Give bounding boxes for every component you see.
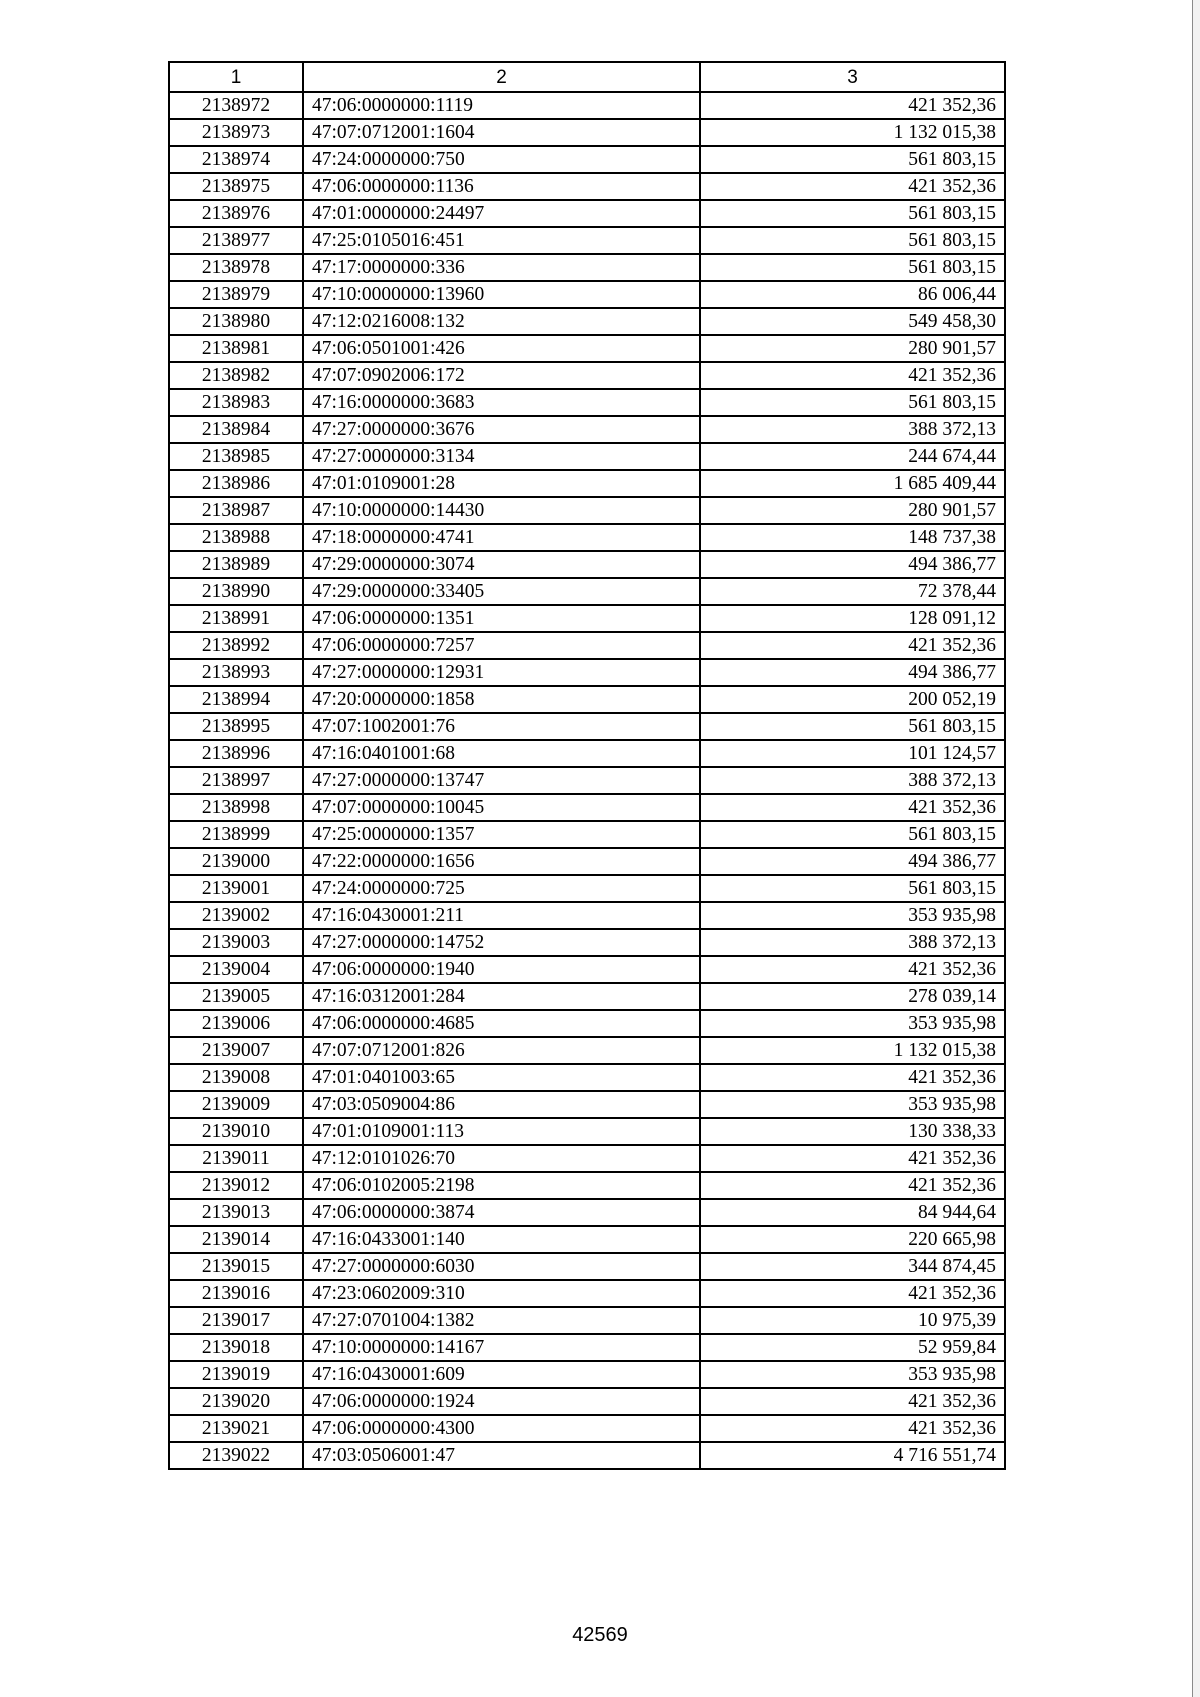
cell-id: 2139000 bbox=[169, 848, 303, 875]
table-row bbox=[169, 362, 1005, 389]
table-row bbox=[169, 1361, 1005, 1388]
cell-id: 2139002 bbox=[169, 902, 303, 929]
cell-id: 2139009 bbox=[169, 1091, 303, 1118]
cell-cadastral-number: 47:25:0000000:1357 bbox=[303, 821, 700, 848]
table-row bbox=[169, 1442, 1005, 1469]
cell-cadastral-number: 47:07:0712001:826 bbox=[303, 1037, 700, 1064]
cell-value: 353 935,98 bbox=[700, 1010, 1005, 1037]
cell-id: 2138991 bbox=[169, 605, 303, 632]
table-row bbox=[169, 1253, 1005, 1280]
cell-value: 421 352,36 bbox=[700, 173, 1005, 200]
cell-id: 2139011 bbox=[169, 1145, 303, 1172]
cell-value: 388 372,13 bbox=[700, 416, 1005, 443]
table-row bbox=[169, 1037, 1005, 1064]
cell-id: 2138982 bbox=[169, 362, 303, 389]
cell-cadastral-number: 47:16:0312001:284 bbox=[303, 983, 700, 1010]
cell-cadastral-number: 47:18:0000000:4741 bbox=[303, 524, 700, 551]
cell-value: 494 386,77 bbox=[700, 551, 1005, 578]
cell-cadastral-number: 47:10:0000000:14430 bbox=[303, 497, 700, 524]
cell-id: 2138997 bbox=[169, 767, 303, 794]
cell-value: 494 386,77 bbox=[700, 659, 1005, 686]
cell-value: 421 352,36 bbox=[700, 956, 1005, 983]
cell-value: 561 803,15 bbox=[700, 713, 1005, 740]
cell-value: 200 052,19 bbox=[700, 686, 1005, 713]
table-row bbox=[169, 821, 1005, 848]
cell-id: 2139013 bbox=[169, 1199, 303, 1226]
cell-value: 421 352,36 bbox=[700, 1145, 1005, 1172]
cell-id: 2139015 bbox=[169, 1253, 303, 1280]
cell-value: 101 124,57 bbox=[700, 740, 1005, 767]
table-row bbox=[169, 605, 1005, 632]
cell-value: 353 935,98 bbox=[700, 902, 1005, 929]
table-row bbox=[169, 335, 1005, 362]
table-row bbox=[169, 1199, 1005, 1226]
table-row bbox=[169, 281, 1005, 308]
cell-value: 561 803,15 bbox=[700, 389, 1005, 416]
cell-cadastral-number: 47:06:0102005:2198 bbox=[303, 1172, 700, 1199]
cell-cadastral-number: 47:06:0000000:1119 bbox=[303, 92, 700, 119]
cell-cadastral-number: 47:07:0902006:172 bbox=[303, 362, 700, 389]
table-row bbox=[169, 389, 1005, 416]
cell-value: 388 372,13 bbox=[700, 929, 1005, 956]
cell-cadastral-number: 47:01:0109001:113 bbox=[303, 1118, 700, 1145]
cell-value: 494 386,77 bbox=[700, 848, 1005, 875]
cell-id: 2138972 bbox=[169, 92, 303, 119]
cell-value: 421 352,36 bbox=[700, 794, 1005, 821]
cell-value: 353 935,98 bbox=[700, 1361, 1005, 1388]
cell-cadastral-number: 47:24:0000000:750 bbox=[303, 146, 700, 173]
cell-value: 280 901,57 bbox=[700, 335, 1005, 362]
cell-cadastral-number: 47:27:0000000:3134 bbox=[303, 443, 700, 470]
cell-id: 2139016 bbox=[169, 1280, 303, 1307]
table-row bbox=[169, 767, 1005, 794]
cell-id: 2138980 bbox=[169, 308, 303, 335]
cell-value: 421 352,36 bbox=[700, 632, 1005, 659]
page-edge bbox=[1192, 0, 1200, 1697]
cell-cadastral-number: 47:16:0433001:140 bbox=[303, 1226, 700, 1253]
table-row bbox=[169, 1010, 1005, 1037]
cell-value: 421 352,36 bbox=[700, 1388, 1005, 1415]
table-row bbox=[169, 227, 1005, 254]
table-row bbox=[169, 848, 1005, 875]
table-row bbox=[169, 524, 1005, 551]
cell-id: 2138993 bbox=[169, 659, 303, 686]
cell-id: 2138986 bbox=[169, 470, 303, 497]
cell-cadastral-number: 47:07:1002001:76 bbox=[303, 713, 700, 740]
cell-value: 561 803,15 bbox=[700, 821, 1005, 848]
cell-value: 278 039,14 bbox=[700, 983, 1005, 1010]
cell-value: 52 959,84 bbox=[700, 1334, 1005, 1361]
cell-cadastral-number: 47:16:0401001:68 bbox=[303, 740, 700, 767]
cell-cadastral-number: 47:06:0000000:4685 bbox=[303, 1010, 700, 1037]
table-row bbox=[169, 470, 1005, 497]
cell-cadastral-number: 47:27:0000000:3676 bbox=[303, 416, 700, 443]
cell-value: 280 901,57 bbox=[700, 497, 1005, 524]
cell-id: 2139012 bbox=[169, 1172, 303, 1199]
cell-cadastral-number: 47:06:0000000:7257 bbox=[303, 632, 700, 659]
cell-value: 1 132 015,38 bbox=[700, 119, 1005, 146]
cell-cadastral-number: 47:06:0000000:1136 bbox=[303, 173, 700, 200]
cell-value: 561 803,15 bbox=[700, 146, 1005, 173]
table-row bbox=[169, 416, 1005, 443]
cell-value: 1 685 409,44 bbox=[700, 470, 1005, 497]
cell-value: 421 352,36 bbox=[700, 1172, 1005, 1199]
cell-value: 561 803,15 bbox=[700, 254, 1005, 281]
cell-value: 421 352,36 bbox=[700, 1280, 1005, 1307]
cell-cadastral-number: 47:10:0000000:14167 bbox=[303, 1334, 700, 1361]
cell-id: 2138996 bbox=[169, 740, 303, 767]
cell-id: 2138987 bbox=[169, 497, 303, 524]
table-row bbox=[169, 632, 1005, 659]
cell-value: 549 458,30 bbox=[700, 308, 1005, 335]
cell-cadastral-number: 47:01:0109001:28 bbox=[303, 470, 700, 497]
page-number: 42569 bbox=[572, 1624, 628, 1646]
cell-cadastral-number: 47:06:0000000:1940 bbox=[303, 956, 700, 983]
cell-id: 2138977 bbox=[169, 227, 303, 254]
cell-cadastral-number: 47:06:0501001:426 bbox=[303, 335, 700, 362]
cell-id: 2138988 bbox=[169, 524, 303, 551]
cell-id: 2138998 bbox=[169, 794, 303, 821]
cell-cadastral-number: 47:22:0000000:1656 bbox=[303, 848, 700, 875]
cell-cadastral-number: 47:25:0105016:451 bbox=[303, 227, 700, 254]
cell-id: 2138995 bbox=[169, 713, 303, 740]
table-row bbox=[169, 1334, 1005, 1361]
cell-cadastral-number: 47:27:0000000:12931 bbox=[303, 659, 700, 686]
table-row bbox=[169, 254, 1005, 281]
cell-cadastral-number: 47:29:0000000:3074 bbox=[303, 551, 700, 578]
cell-cadastral-number: 47:17:0000000:336 bbox=[303, 254, 700, 281]
cell-cadastral-number: 47:20:0000000:1858 bbox=[303, 686, 700, 713]
cell-id: 2139005 bbox=[169, 983, 303, 1010]
cell-cadastral-number: 47:03:0506001:47 bbox=[303, 1442, 700, 1469]
cell-cadastral-number: 47:03:0509004:86 bbox=[303, 1091, 700, 1118]
cell-id: 2139003 bbox=[169, 929, 303, 956]
cell-id: 2139014 bbox=[169, 1226, 303, 1253]
cell-cadastral-number: 47:23:0602009:310 bbox=[303, 1280, 700, 1307]
table-row bbox=[169, 173, 1005, 200]
column-header-2: 2 bbox=[303, 62, 700, 92]
cell-cadastral-number: 47:27:0000000:14752 bbox=[303, 929, 700, 956]
cell-cadastral-number: 47:29:0000000:33405 bbox=[303, 578, 700, 605]
cell-value: 421 352,36 bbox=[700, 1415, 1005, 1442]
cell-value: 220 665,98 bbox=[700, 1226, 1005, 1253]
table-row bbox=[169, 1064, 1005, 1091]
cell-value: 86 006,44 bbox=[700, 281, 1005, 308]
header-row bbox=[169, 62, 1005, 92]
cell-value: 1 132 015,38 bbox=[700, 1037, 1005, 1064]
cell-id: 2138992 bbox=[169, 632, 303, 659]
table-row bbox=[169, 983, 1005, 1010]
table-row bbox=[169, 740, 1005, 767]
cell-id: 2138975 bbox=[169, 173, 303, 200]
cell-cadastral-number: 47:06:0000000:4300 bbox=[303, 1415, 700, 1442]
cell-value: 561 803,15 bbox=[700, 227, 1005, 254]
cell-id: 2139020 bbox=[169, 1388, 303, 1415]
cell-cadastral-number: 47:24:0000000:725 bbox=[303, 875, 700, 902]
table-row bbox=[169, 1307, 1005, 1334]
cell-id: 2138990 bbox=[169, 578, 303, 605]
cell-value: 148 737,38 bbox=[700, 524, 1005, 551]
cell-cadastral-number: 47:27:0000000:13747 bbox=[303, 767, 700, 794]
cell-cadastral-number: 47:16:0430001:211 bbox=[303, 902, 700, 929]
cell-id: 2138973 bbox=[169, 119, 303, 146]
cell-cadastral-number: 47:06:0000000:3874 bbox=[303, 1199, 700, 1226]
cell-cadastral-number: 47:07:0000000:10045 bbox=[303, 794, 700, 821]
cell-id: 2139007 bbox=[169, 1037, 303, 1064]
cell-id: 2138983 bbox=[169, 389, 303, 416]
cell-cadastral-number: 47:01:0000000:24497 bbox=[303, 200, 700, 227]
cell-cadastral-number: 47:01:0401003:65 bbox=[303, 1064, 700, 1091]
cell-id: 2139001 bbox=[169, 875, 303, 902]
table-row bbox=[169, 1226, 1005, 1253]
column-header-1: 1 bbox=[169, 62, 303, 92]
cell-value: 244 674,44 bbox=[700, 443, 1005, 470]
cell-id: 2139008 bbox=[169, 1064, 303, 1091]
cell-cadastral-number: 47:16:0430001:609 bbox=[303, 1361, 700, 1388]
cell-id: 2138978 bbox=[169, 254, 303, 281]
cell-cadastral-number: 47:16:0000000:3683 bbox=[303, 389, 700, 416]
table-row bbox=[169, 1091, 1005, 1118]
cell-id: 2139004 bbox=[169, 956, 303, 983]
table-row bbox=[169, 713, 1005, 740]
cell-value: 344 874,45 bbox=[700, 1253, 1005, 1280]
cell-id: 2138999 bbox=[169, 821, 303, 848]
cell-id: 2138981 bbox=[169, 335, 303, 362]
cell-id: 2139006 bbox=[169, 1010, 303, 1037]
cell-id: 2138985 bbox=[169, 443, 303, 470]
table-row bbox=[169, 443, 1005, 470]
table-row bbox=[169, 578, 1005, 605]
table-row bbox=[169, 902, 1005, 929]
cell-id: 2139021 bbox=[169, 1415, 303, 1442]
table-row bbox=[169, 92, 1005, 119]
cell-id: 2138989 bbox=[169, 551, 303, 578]
table-row bbox=[169, 1118, 1005, 1145]
table-body bbox=[169, 92, 1005, 1469]
cell-value: 72 378,44 bbox=[700, 578, 1005, 605]
cell-value: 421 352,36 bbox=[700, 362, 1005, 389]
cell-value: 128 091,12 bbox=[700, 605, 1005, 632]
table-row bbox=[169, 1145, 1005, 1172]
cell-id: 2138979 bbox=[169, 281, 303, 308]
table-row bbox=[169, 929, 1005, 956]
cell-value: 561 803,15 bbox=[700, 200, 1005, 227]
cell-cadastral-number: 47:12:0101026:70 bbox=[303, 1145, 700, 1172]
cell-cadastral-number: 47:27:0701004:1382 bbox=[303, 1307, 700, 1334]
table-row bbox=[169, 956, 1005, 983]
table-row bbox=[169, 659, 1005, 686]
cell-cadastral-number: 47:10:0000000:13960 bbox=[303, 281, 700, 308]
table-row bbox=[169, 146, 1005, 173]
cell-value: 561 803,15 bbox=[700, 875, 1005, 902]
table-row bbox=[169, 686, 1005, 713]
cell-id: 2139010 bbox=[169, 1118, 303, 1145]
cell-id: 2138976 bbox=[169, 200, 303, 227]
table-row bbox=[169, 794, 1005, 821]
cell-value: 421 352,36 bbox=[700, 1064, 1005, 1091]
cell-value: 4 716 551,74 bbox=[700, 1442, 1005, 1469]
cell-cadastral-number: 47:07:0712001:1604 bbox=[303, 119, 700, 146]
table-row bbox=[169, 119, 1005, 146]
cell-value: 421 352,36 bbox=[700, 92, 1005, 119]
table-row bbox=[169, 308, 1005, 335]
cell-value: 388 372,13 bbox=[700, 767, 1005, 794]
cell-id: 2138974 bbox=[169, 146, 303, 173]
cell-cadastral-number: 47:06:0000000:1924 bbox=[303, 1388, 700, 1415]
cell-cadastral-number: 47:27:0000000:6030 bbox=[303, 1253, 700, 1280]
cell-value: 130 338,33 bbox=[700, 1118, 1005, 1145]
cell-id: 2139019 bbox=[169, 1361, 303, 1388]
data-table bbox=[168, 61, 1006, 1470]
table-header bbox=[169, 62, 1005, 92]
cell-value: 353 935,98 bbox=[700, 1091, 1005, 1118]
table-row bbox=[169, 1280, 1005, 1307]
cell-id: 2138984 bbox=[169, 416, 303, 443]
cell-value: 84 944,64 bbox=[700, 1199, 1005, 1226]
cell-id: 2139022 bbox=[169, 1442, 303, 1469]
cell-id: 2139018 bbox=[169, 1334, 303, 1361]
cell-cadastral-number: 47:06:0000000:1351 bbox=[303, 605, 700, 632]
column-header-3: 3 bbox=[700, 62, 1005, 92]
table-row bbox=[169, 200, 1005, 227]
cell-id: 2138994 bbox=[169, 686, 303, 713]
table-row bbox=[169, 1388, 1005, 1415]
cell-value: 10 975,39 bbox=[700, 1307, 1005, 1334]
cell-id: 2139017 bbox=[169, 1307, 303, 1334]
table-row bbox=[169, 497, 1005, 524]
cell-cadastral-number: 47:12:0216008:132 bbox=[303, 308, 700, 335]
table-row bbox=[169, 875, 1005, 902]
table-row bbox=[169, 1415, 1005, 1442]
table-row bbox=[169, 1172, 1005, 1199]
table-row bbox=[169, 551, 1005, 578]
